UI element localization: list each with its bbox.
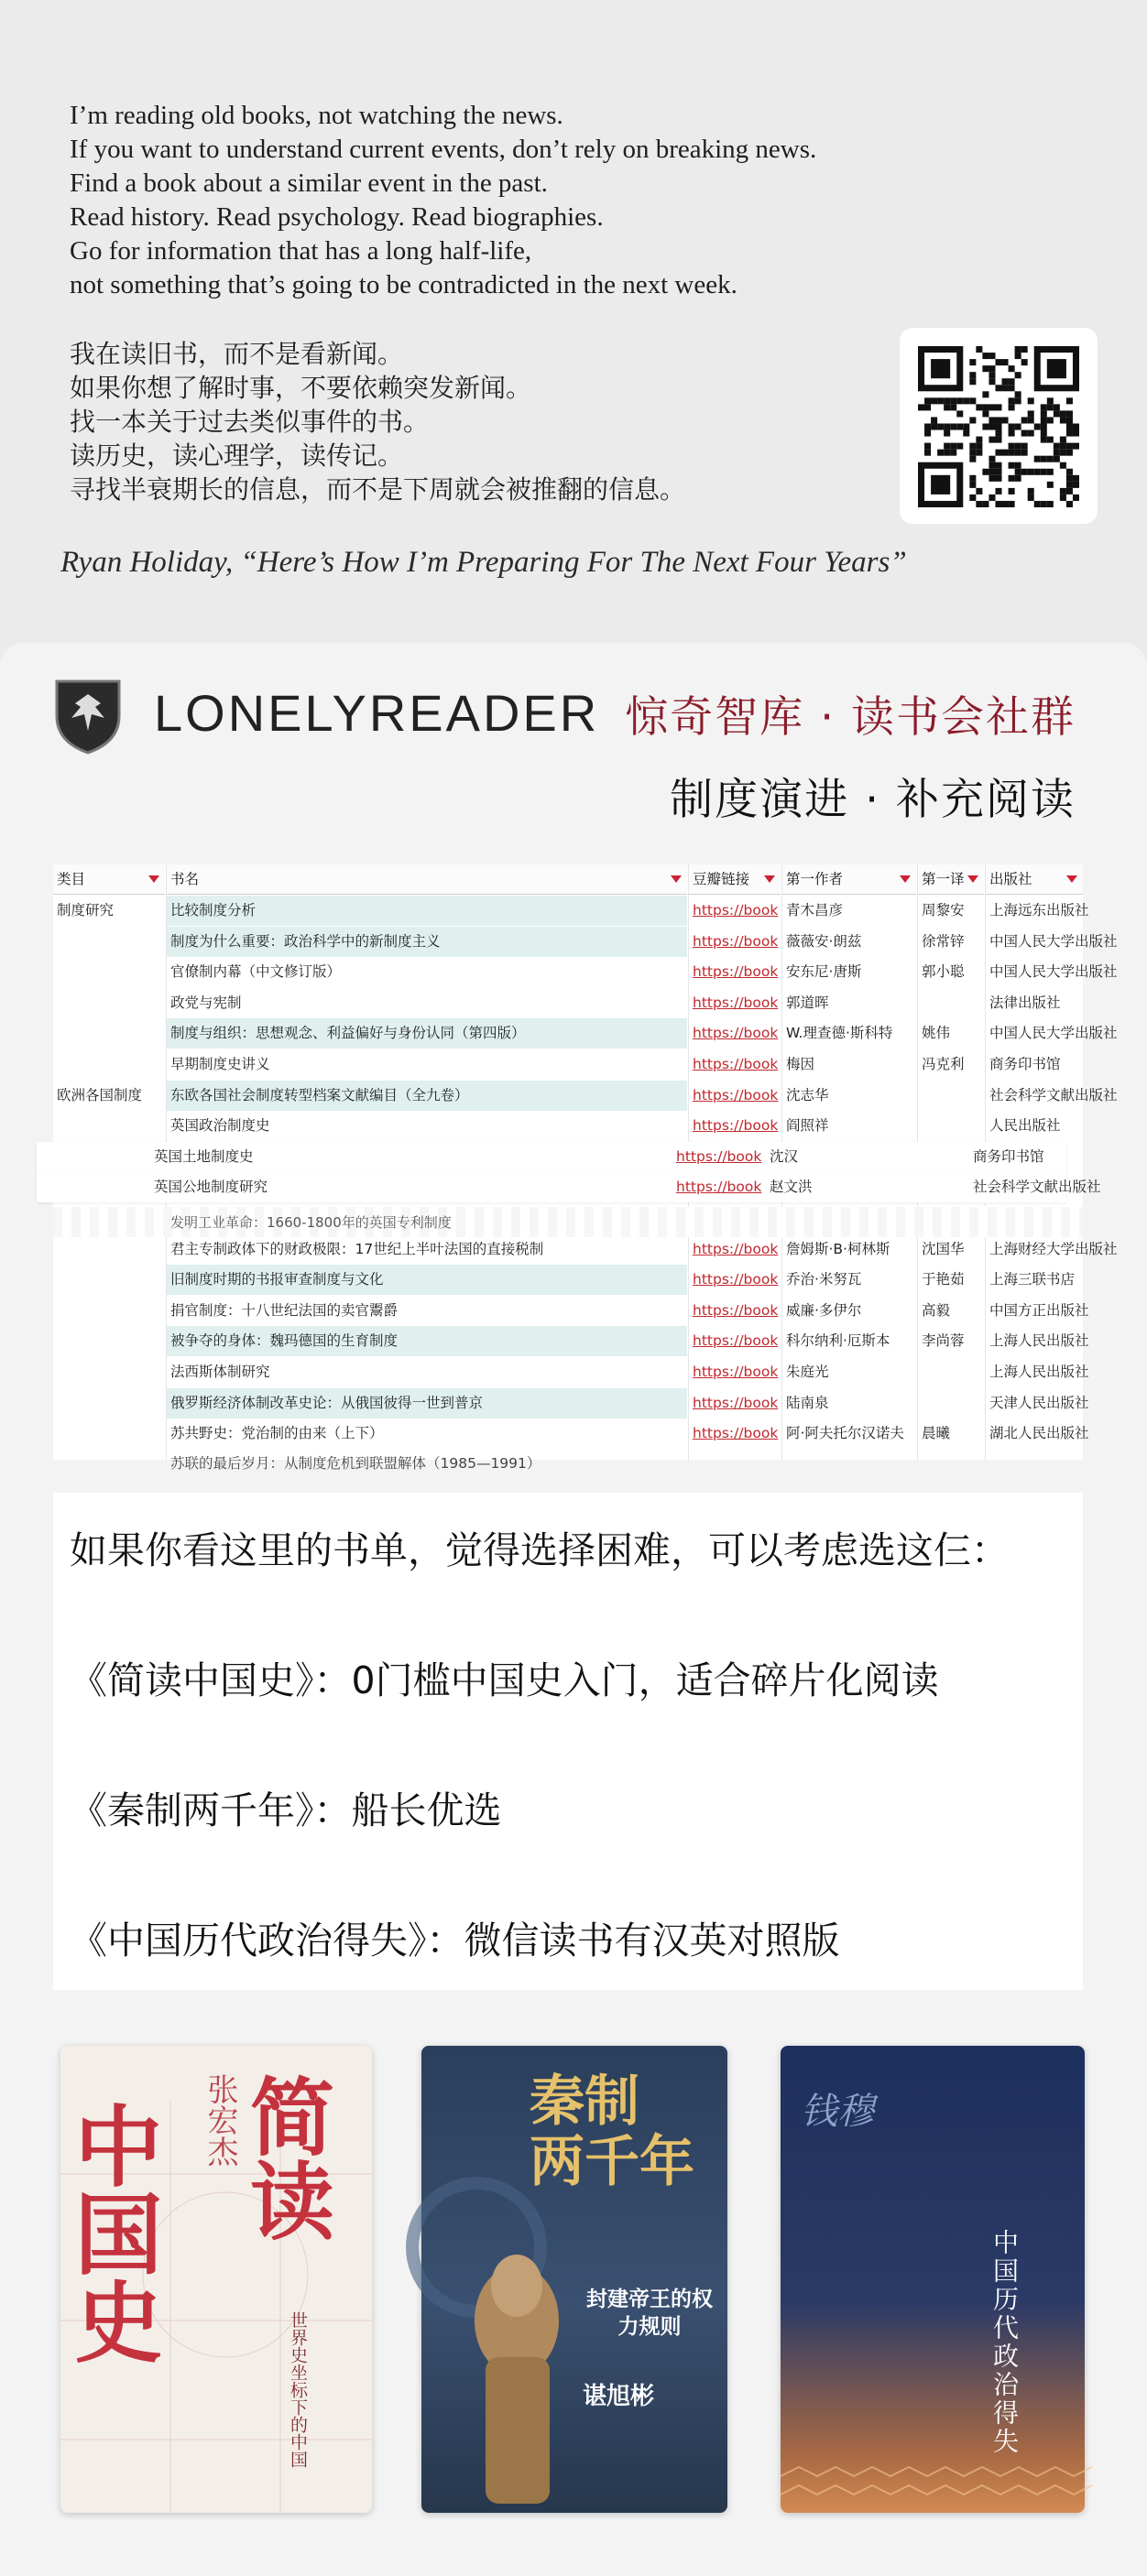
douban-link[interactable]: https://book [693, 1364, 779, 1380]
category-cell [53, 1326, 165, 1356]
author-cell: 沈汉 [770, 1147, 799, 1165]
table-row[interactable] [53, 988, 1083, 1018]
author-cell: 阎照祥 [786, 1117, 829, 1135]
table-row[interactable] [53, 896, 1089, 926]
table-row[interactable] [53, 1296, 1089, 1326]
publisher-cell: 社会科学文献出版社 [973, 1179, 1101, 1196]
translator-cell: 徐常锌 [922, 932, 965, 950]
category-cell [37, 1172, 148, 1202]
filter-icon [764, 875, 775, 883]
translator-cell [918, 1081, 984, 1111]
douban-link[interactable]: https://book [676, 1147, 762, 1165]
book-title-cell: 制度与组织：思想观念、利益偏好与身份认同（第四版） [167, 1018, 687, 1049]
table-row[interactable] [37, 1142, 1066, 1172]
quote-line: I’m reading old books, not watching the news. [70, 101, 563, 130]
book-title-cell: 苏共野史：党治制的由来（上下） [170, 1425, 384, 1442]
category-cell [53, 1357, 165, 1387]
publisher-cell: 上海远东出版社 [989, 902, 1089, 918]
cover-title: 中国历代政治得失 [989, 2229, 1020, 2456]
table-row[interactable] [53, 1388, 1089, 1418]
qr-code-icon [918, 346, 1079, 507]
publisher-cell: 上海财经大学出版社 [989, 1240, 1118, 1257]
category-cell [53, 1018, 165, 1049]
recommendation-book-1[interactable]: 《简读中国史》：0门槛中国史入门，适合碎片化阅读 [70, 1658, 939, 1702]
author-cell: 朱庭光 [786, 1364, 829, 1380]
publisher-cell: 上海三联书店 [989, 1271, 1076, 1288]
quote-section [0, 0, 1147, 641]
publisher-cell: 上海人民出版社 [989, 1332, 1089, 1350]
author-cell: 安东尼·唐斯 [786, 963, 862, 981]
cover-tagline: 封建帝王的权力规则 [586, 2288, 713, 2339]
book-title-cell: 政党与宪制 [170, 994, 242, 1011]
publisher-cell: 中国人民大学出版社 [989, 1025, 1118, 1042]
table-row[interactable] [53, 1449, 1083, 1479]
author-cell: 郭道晖 [786, 994, 829, 1011]
cover-author: 张宏杰 [202, 2073, 238, 2167]
quote-line: 找一本关于过去类似事件的书。 [70, 407, 430, 437]
community-title: 惊奇智库 · 读书会社群 [625, 692, 1076, 743]
quote-line: 读历史，读心理学，读传记。 [70, 440, 404, 471]
filter-icon [967, 875, 978, 883]
filter-icon [1066, 875, 1077, 883]
category-cell: 制度研究 [57, 902, 115, 918]
translator-cell: 姚伟 [922, 1025, 951, 1042]
quote-attribution: Ryan Holiday, “Here’s How I’m Preparing For The Next Four Years” [60, 546, 907, 579]
column-header[interactable]: 第一译 [918, 864, 984, 895]
douban-link[interactable]: https://book [693, 902, 779, 918]
author-cell: 沈志华 [786, 1086, 829, 1103]
douban-link[interactable]: https://book [693, 994, 779, 1011]
author-cell: 阿·阿夫托尔汉诺夫 [786, 1425, 904, 1442]
douban-link[interactable]: https://book [693, 1086, 779, 1103]
table-row[interactable] [53, 1018, 1118, 1049]
translator-cell [918, 1111, 984, 1141]
cover-author-signature: 钱穆 [801, 2091, 874, 2133]
lonelyreader-logo-icon [53, 676, 123, 755]
author-cell: 科尔纳利·厄斯本 [786, 1332, 890, 1350]
category-cell [53, 1296, 165, 1326]
author-cell: 詹姆斯·B·柯林斯 [786, 1240, 890, 1257]
category-cell [53, 957, 165, 987]
douban-link[interactable]: https://book [693, 1332, 779, 1350]
quote-line: 我在读旧书，而不是看新闻。 [70, 339, 404, 369]
table-row[interactable] [53, 927, 1118, 957]
category-cell [53, 1234, 165, 1265]
category-cell [53, 1265, 165, 1295]
quote-line: 如果你想了解时事，不要依赖突发新闻。 [70, 373, 532, 403]
quote-line: Go for information that has a long half-life, [70, 236, 532, 266]
table-row[interactable] [53, 1111, 1083, 1141]
quote-line: 寻找半衰期长的信息，而不是下周就会被推翻的信息。 [70, 474, 686, 505]
translator-cell [918, 1388, 984, 1418]
douban-link[interactable]: https://book [676, 1179, 762, 1196]
cover-author: 谌旭彬 [583, 2383, 655, 2410]
recommendation-book-2[interactable]: 《秦制两千年》：船长优选 [70, 1788, 502, 1832]
translator-cell: 沈国华 [922, 1240, 965, 1257]
publisher-cell: 上海人民出版社 [989, 1364, 1089, 1380]
translator-cell [901, 1142, 967, 1172]
publisher-cell: 法律出版社 [989, 994, 1061, 1011]
table-row[interactable] [53, 1234, 1118, 1265]
book-title-cell: 旧制度时期的书报审查制度与文化 [167, 1265, 687, 1295]
table-row[interactable] [53, 1265, 1083, 1295]
translator-cell: 晨曦 [922, 1425, 951, 1442]
publisher-cell: 商务印书馆 [973, 1147, 1044, 1165]
book-title-cell: 捐官制度：十八世纪法国的卖官鬻爵 [170, 1301, 399, 1319]
translator-cell [918, 988, 984, 1018]
table-row[interactable] [53, 957, 1118, 987]
book-title-cell: 比较制度分析 [167, 896, 687, 926]
table-row[interactable] [53, 1049, 1083, 1080]
book-title-cell: 官僚制内幕（中文修订版） [170, 963, 342, 981]
translator-cell: 于艳茹 [922, 1271, 965, 1288]
translator-cell [918, 1357, 984, 1387]
table-row[interactable] [37, 1172, 1101, 1202]
column-header[interactable]: 出版社 [986, 864, 1083, 895]
table-row[interactable] [53, 1357, 1089, 1387]
quote-line: Find a book about a similar event in the past. [70, 168, 548, 198]
publisher-cell: 商务印书馆 [989, 1056, 1061, 1072]
book-cover-qinzhi[interactable] [421, 2046, 727, 2513]
author-cell: 青木昌彦 [786, 902, 844, 918]
douban-link[interactable]: https://book [693, 1271, 779, 1288]
douban-link[interactable]: https://book [693, 963, 779, 981]
recommendation-box [53, 1493, 1083, 1990]
author-cell: 乔治·米努瓦 [786, 1271, 862, 1288]
douban-link[interactable]: https://book [693, 1301, 779, 1319]
column-header[interactable]: 豆瓣链接 [689, 864, 781, 895]
cover-title-b: 中国史 [60, 2101, 164, 2364]
douban-link[interactable]: https://book [693, 1394, 779, 1411]
book-title-cell: 苏联的最后岁月：从制度危机到联盟解体（1985—1991） [170, 1455, 541, 1472]
filter-icon [671, 875, 682, 883]
quote-line: not something that’s going to be contradicted in the next week. [70, 270, 737, 299]
translator-cell: 李尚蓉 [922, 1332, 965, 1350]
table-row[interactable] [53, 1418, 1089, 1449]
book-title-cell: 俄罗斯经济体制改革史论：从俄国彼得一世到普京 [167, 1388, 687, 1418]
author-cell: 薇薇安·朗兹 [786, 932, 862, 950]
book-title-cell: 君主专制政体下的财政极限：17世纪上半叶法国的直接税制 [170, 1240, 544, 1257]
translator-cell: 郭小聪 [922, 963, 965, 981]
translator-cell: 周黎安 [922, 902, 965, 918]
chinese-quote [70, 337, 894, 506]
author-cell: 赵文洪 [770, 1179, 813, 1196]
cover-title-a: 秦制 [530, 2070, 639, 2134]
quote-line: If you want to understand current events, don’t rely on breaking news. [70, 135, 817, 164]
cover-title-b: 两千年 [530, 2130, 694, 2194]
book-spreadsheet[interactable] [53, 864, 1118, 1472]
book-title-cell: 英国公地制度研究 [154, 1179, 268, 1196]
brand-name: LONELYREADER [154, 684, 600, 742]
translator-cell [901, 1172, 967, 1202]
publisher-cell: 天津人民出版社 [989, 1394, 1089, 1411]
book-title-cell: 法西斯体制研究 [170, 1364, 270, 1380]
cover-subtitle: 世界史坐标下的中国 [288, 2311, 308, 2468]
category-cell [53, 927, 165, 957]
book-cover-zhengzhi-deshi[interactable] [781, 2046, 1085, 2513]
category-cell [53, 1049, 165, 1080]
filter-icon [148, 875, 159, 883]
cover-title-a: 简读 [236, 2073, 335, 2242]
book-title-cell: 东欧各国社会制度转型档案文献编目（全九卷） [167, 1081, 687, 1111]
overlapping-row [53, 1207, 1083, 1237]
category-cell [53, 988, 165, 1018]
reading-list-card [0, 643, 1147, 2576]
douban-link[interactable]: https://book [693, 1025, 779, 1042]
book-cover-jiandu[interactable] [60, 2046, 372, 2513]
translator-cell: 冯克利 [922, 1056, 965, 1072]
publisher-cell: 中国人民大学出版社 [989, 963, 1118, 981]
author-cell: 梅因 [786, 1056, 815, 1072]
ghost-row-text: 发明工业革命：1660-1800年的英国专利制度 [170, 1214, 452, 1231]
publisher-cell: 社会科学文献出版社 [989, 1086, 1118, 1103]
publisher-cell: 湖北人民出版社 [989, 1425, 1089, 1442]
qr-code[interactable] [900, 328, 1098, 524]
category-cell [53, 1111, 165, 1141]
category-cell: 欧洲各国制度 [57, 1086, 143, 1103]
category-cell [53, 1418, 165, 1449]
translator-cell: 高毅 [922, 1301, 951, 1319]
author-cell: W.理查德·斯科特 [786, 1025, 893, 1042]
filter-icon [900, 875, 911, 883]
douban-link[interactable]: https://book [693, 1240, 779, 1257]
book-title-cell: 英国政治制度史 [170, 1117, 270, 1135]
book-title-cell: 英国土地制度史 [154, 1147, 254, 1165]
column-header[interactable]: 第一作者 [782, 864, 916, 895]
book-title-cell: 早期制度史讲义 [170, 1056, 270, 1072]
book-title-cell: 被争夺的身体：魏玛德国的生育制度 [167, 1326, 687, 1356]
publisher-cell: 人民出版社 [989, 1117, 1061, 1135]
cover-pattern [781, 2458, 1085, 2513]
publisher-cell: 中国人民大学出版社 [989, 932, 1118, 950]
english-quote [70, 99, 949, 302]
category-cell [37, 1142, 148, 1172]
author-cell: 威廉·多伊尔 [786, 1301, 862, 1319]
douban-link[interactable]: https://book [693, 1056, 779, 1072]
recommendation-book-3[interactable]: 《中国历代政治得失》：微信读书有汉英对照版 [70, 1918, 840, 1962]
column-header[interactable]: 类目 [53, 864, 165, 895]
douban-link[interactable]: https://book [693, 932, 779, 950]
category-cell [53, 1388, 165, 1418]
author-cell: 陆南泉 [786, 1394, 829, 1411]
sheet-header-row [53, 864, 1083, 895]
publisher-cell: 中国方正出版社 [989, 1301, 1089, 1319]
book-title-cell: 制度为什么重要：政治科学中的新制度主义 [167, 927, 687, 957]
douban-link[interactable]: https://book [693, 1425, 779, 1442]
douban-link[interactable]: https://book [693, 1117, 779, 1135]
quote-line: Read history. Read psychology. Read biographies. [70, 202, 604, 232]
table-row[interactable] [53, 1081, 1118, 1111]
column-header[interactable]: 书名 [167, 864, 687, 895]
list-subtitle: 制度演进 · 补充阅读 [670, 775, 1076, 825]
recommendation-intro: 如果你看这里的书单，觉得选择困难，可以考虑选这仨： [70, 1528, 1009, 1572]
table-row[interactable] [53, 1326, 1089, 1356]
